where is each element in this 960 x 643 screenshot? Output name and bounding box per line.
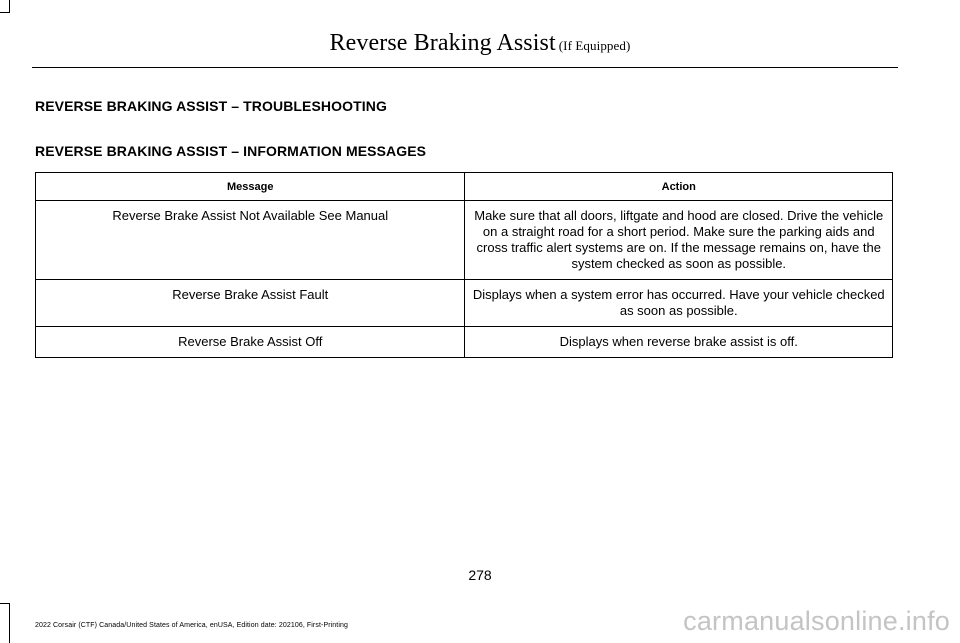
action-cell: Displays when reverse brake assist is off.	[465, 327, 893, 358]
page-number: 278	[468, 567, 492, 583]
table-row	[36, 201, 893, 280]
header-subtitle: (If Equipped)	[558, 38, 631, 53]
table-row	[36, 280, 893, 327]
footer-edition-info: 2022 Corsair (CTF) Canada/United States of America, enUSA, Edition date: 202106, First-Printing	[35, 622, 348, 629]
header-rule	[32, 67, 898, 68]
watermark: carmanualsonline.info	[683, 606, 950, 636]
action-cell: Displays when a system error has occurred. Have your vehicle checked as soon as possible.	[465, 280, 893, 327]
table-header-row	[36, 173, 893, 201]
page-header	[0, 30, 960, 57]
column-header-message: Message	[36, 173, 465, 201]
message-cell: Reverse Brake Assist Not Available See Manual	[36, 201, 465, 280]
crop-mark-top-left-horizontal	[0, 12, 10, 13]
table-row	[36, 327, 893, 358]
heading-information-messages: REVERSE BRAKING ASSIST – INFORMATION MESSAGES	[35, 143, 427, 159]
message-cell: Reverse Brake Assist Fault	[36, 280, 465, 327]
message-cell: Reverse Brake Assist Off	[36, 327, 465, 358]
crop-mark-top-left-vertical	[9, 0, 10, 12]
header-title: Reverse Braking Assist	[329, 30, 556, 56]
crop-mark-bottom-left-vertical	[9, 603, 10, 643]
heading-troubleshooting: REVERSE BRAKING ASSIST – TROUBLESHOOTING	[35, 98, 387, 114]
crop-mark-bottom-left-horizontal	[0, 603, 10, 604]
column-header-action: Action	[465, 173, 893, 201]
action-cell: Make sure that all doors, liftgate and hood are closed. Drive the vehicle on a straight road for a short period. Make sure the parking aids and cross traffic alert systems are on. If the message remains on, have the system checked as soon as possible.	[465, 201, 893, 280]
information-messages-table	[35, 172, 893, 358]
